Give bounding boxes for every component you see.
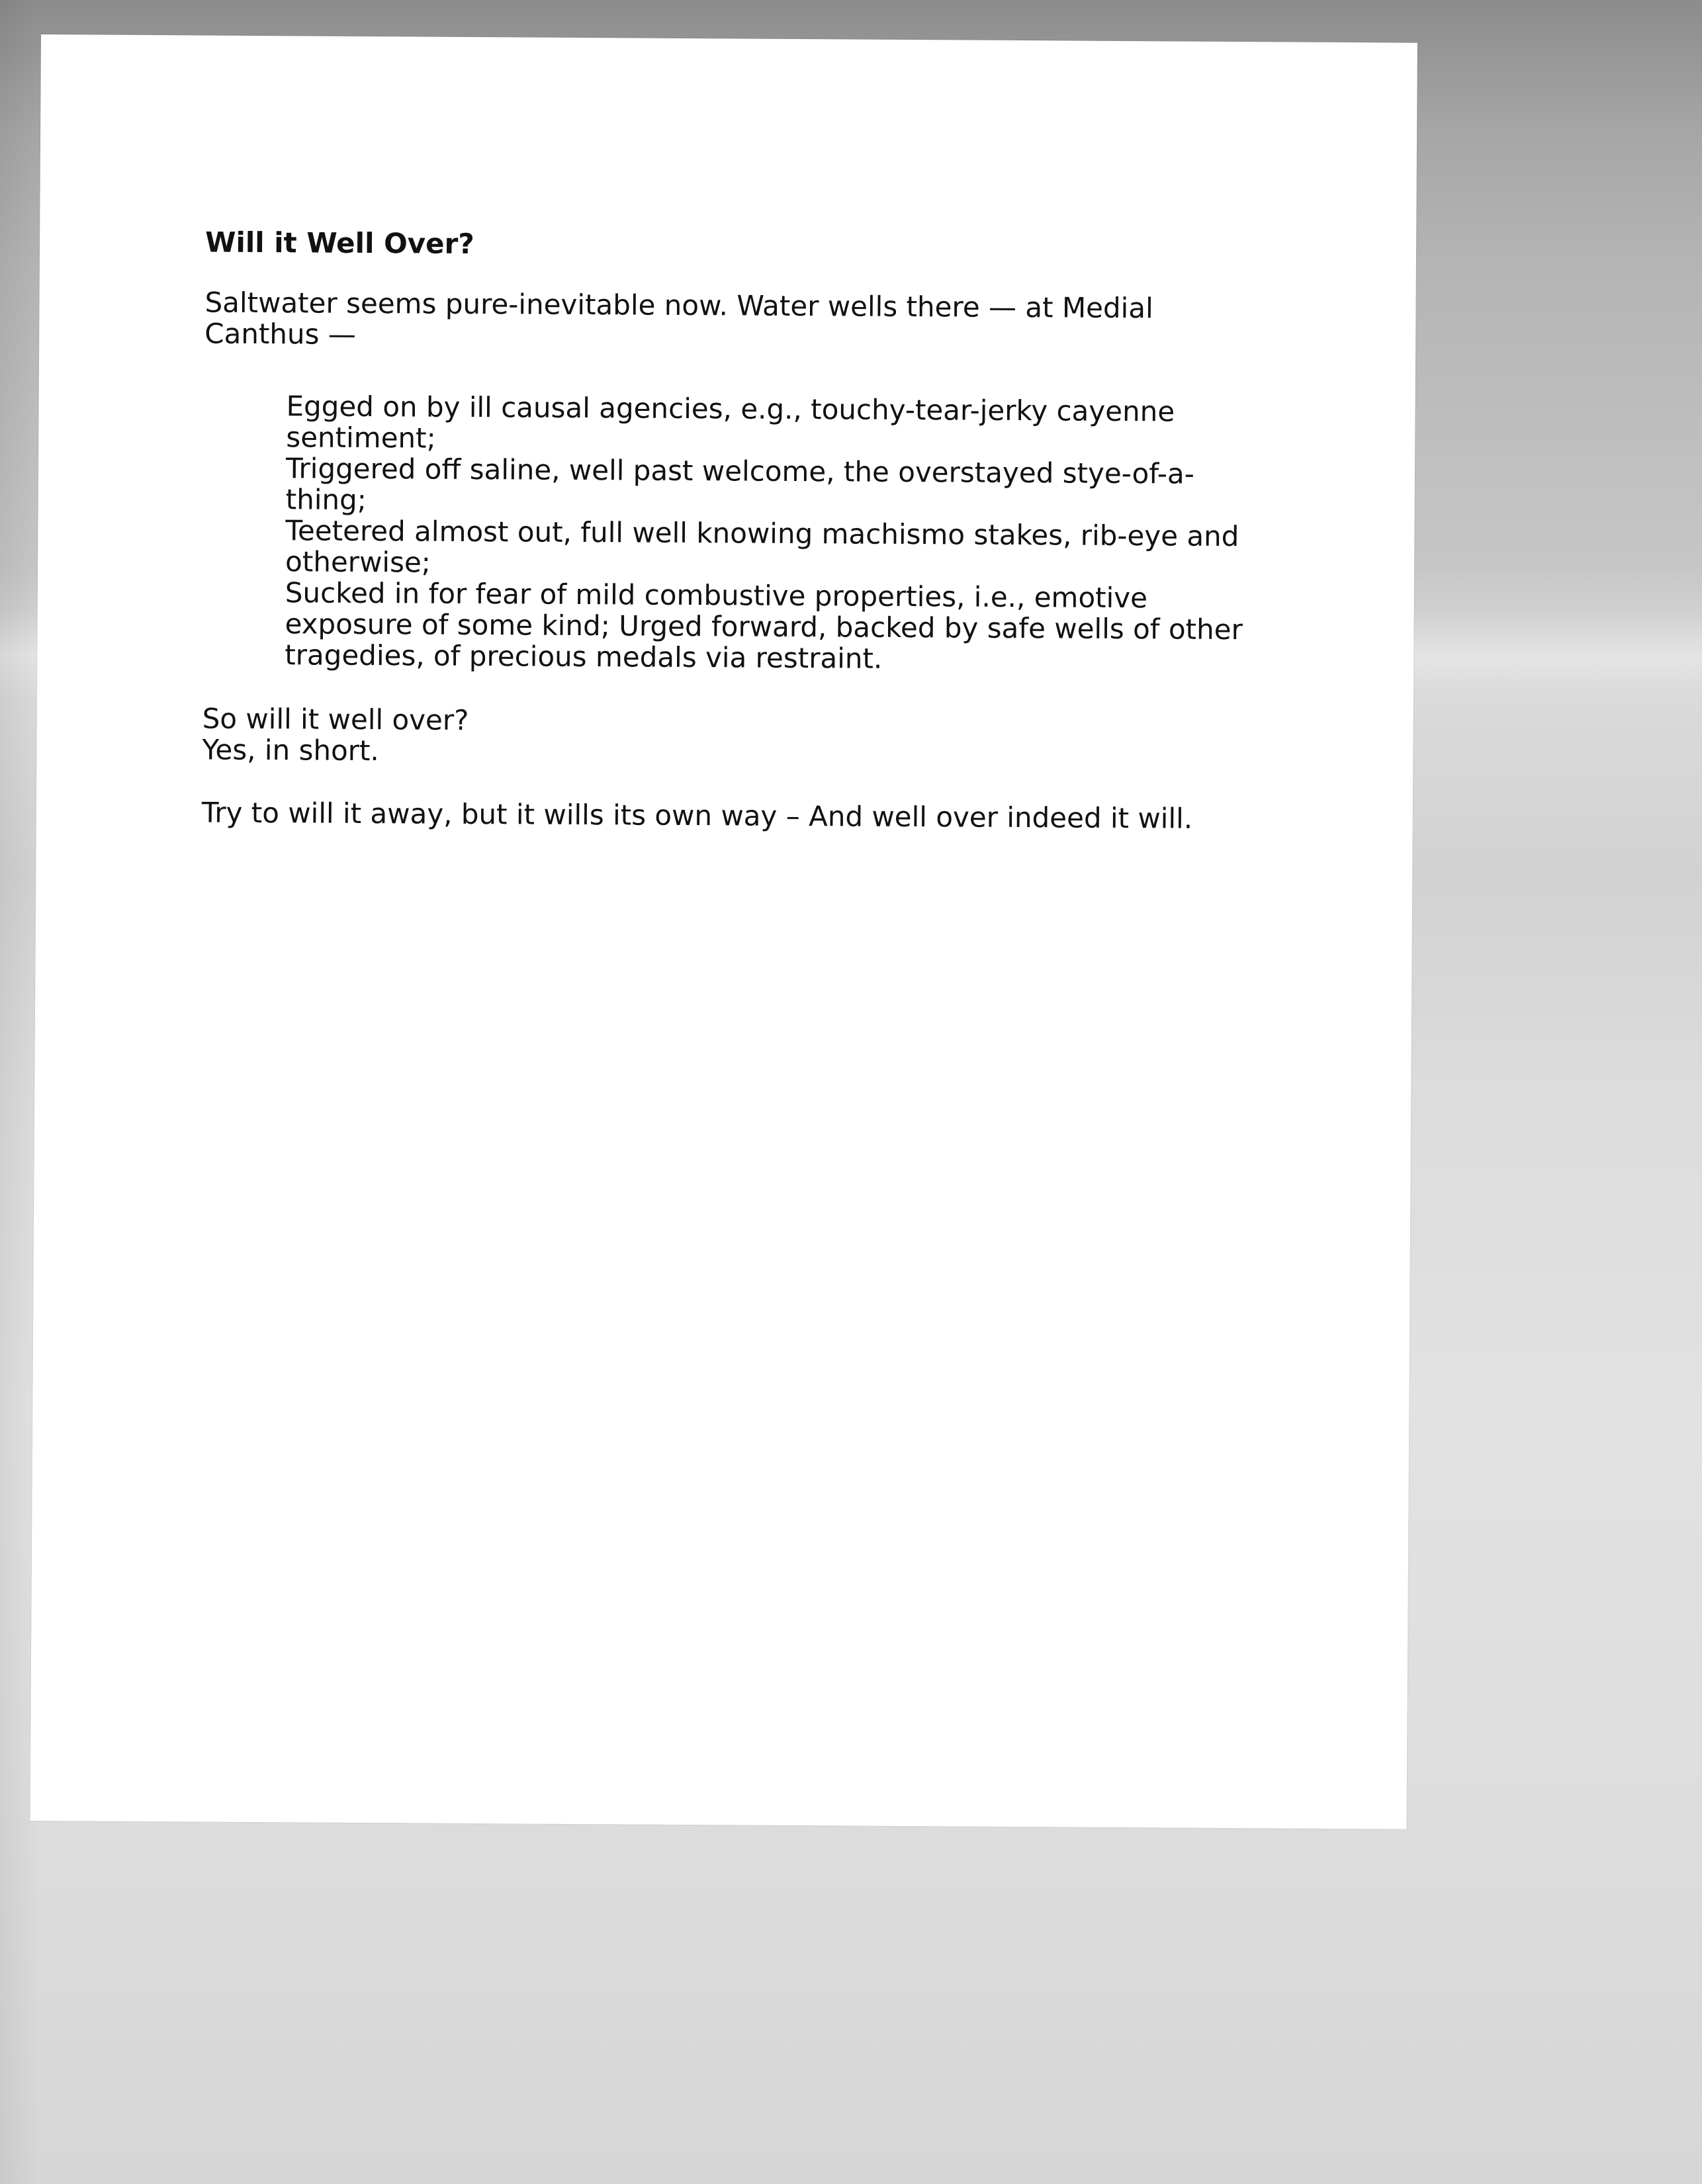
intro-line: Saltwater seems pure-inevitable now. Water wells there — at Medial Canthus — <box>204 286 1153 351</box>
stanza-line: Egged on by ill causal agencies, e.g., touchy-tear-jerky cayenne sentiment; <box>286 390 1175 455</box>
stanza-line: Teetered almost out, full well knowing machismo stakes, rib-eye and otherwise; <box>285 514 1239 579</box>
question-line: So will it well over? <box>202 702 469 736</box>
poem-title: Will it Well Over? <box>204 226 474 261</box>
stanza-line: Triggered off saline, well past welcome, the overstayed stye-of-a-thing; <box>285 452 1195 517</box>
document-page <box>30 34 1417 1829</box>
answer-line: Yes, in short. <box>202 733 379 767</box>
indented-stanza <box>285 390 1266 676</box>
scan-backdrop <box>0 0 40 2184</box>
stanza-line: Sucked in for fear of mild combustive properties, i.e., emotive exposure of some kind; Urged forward, backed by safe wells of other tragedies, of precious medals via restraint. <box>285 576 1243 675</box>
closing-line: Try to will it away, but it wills its own way – And well over indeed it will. <box>201 796 1193 835</box>
question-answer <box>202 703 1294 772</box>
poem-body <box>202 226 1298 835</box>
